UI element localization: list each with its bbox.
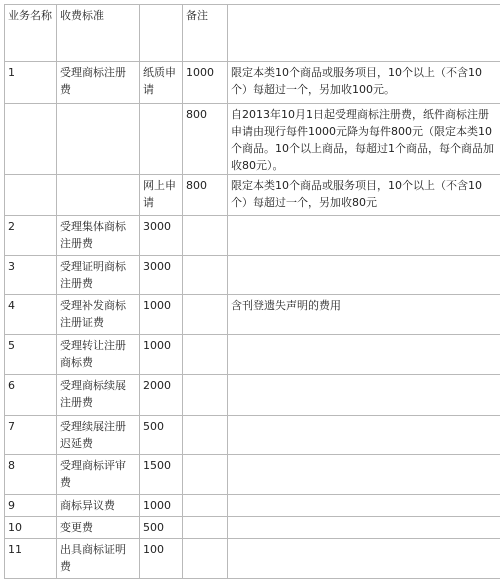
remark bbox=[228, 335, 500, 375]
business-name: 受理续展注册迟延费 bbox=[57, 416, 140, 455]
empty-cell bbox=[183, 539, 228, 579]
row-number bbox=[5, 175, 57, 216]
remark bbox=[228, 416, 500, 455]
table-header-row bbox=[5, 5, 500, 62]
table-row bbox=[5, 495, 500, 517]
fee-amount: 1000 bbox=[140, 335, 183, 375]
table-row bbox=[5, 256, 500, 295]
business-name: 变更费 bbox=[57, 517, 140, 539]
row-number: 4 bbox=[5, 295, 57, 335]
business-name bbox=[57, 104, 140, 175]
application-method bbox=[140, 104, 183, 175]
row-number: 9 bbox=[5, 495, 57, 517]
empty-cell bbox=[183, 517, 228, 539]
remark bbox=[228, 495, 500, 517]
table-row bbox=[5, 62, 500, 104]
remark bbox=[228, 375, 500, 416]
application-method: 纸质申请 bbox=[140, 62, 183, 104]
table-row bbox=[5, 416, 500, 455]
header-fee-standard-sub bbox=[140, 5, 183, 62]
header-business-name: 业务名称 bbox=[5, 5, 57, 62]
header-remark: 备注 bbox=[183, 5, 228, 62]
fee-amount: 1000 bbox=[140, 295, 183, 335]
table-row bbox=[5, 539, 500, 579]
row-number: 11 bbox=[5, 539, 57, 579]
table-row bbox=[5, 335, 500, 375]
remark: 自2013年10月1日起受理商标注册费，纸件商标注册申请由现行每件1000元降为每件800元（限定本类10个商品。10个以上商品，每超过1个商品，每个商品加收80元）。 bbox=[228, 104, 500, 175]
fee-amount: 1000 bbox=[140, 495, 183, 517]
empty-cell bbox=[183, 216, 228, 256]
fee-amount: 800 bbox=[183, 175, 228, 216]
fee-amount: 1500 bbox=[140, 455, 183, 495]
fee-amount: 500 bbox=[140, 416, 183, 455]
fee-amount: 3000 bbox=[140, 256, 183, 295]
business-name: 出具商标证明费 bbox=[57, 539, 140, 579]
application-method: 网上申请 bbox=[140, 175, 183, 216]
remark: 限定本类10个商品或服务项目，10个以上（不含10个）每超过一个，另加收80元 bbox=[228, 175, 500, 216]
row-number bbox=[5, 104, 57, 175]
fee-amount: 800 bbox=[183, 104, 228, 175]
remark bbox=[228, 256, 500, 295]
business-name bbox=[57, 175, 140, 216]
remark bbox=[228, 216, 500, 256]
remark bbox=[228, 539, 500, 579]
remark: 含刊登遗失声明的费用 bbox=[228, 295, 500, 335]
header-fee-standard: 收费标准 bbox=[57, 5, 140, 62]
business-name: 受理商标续展注册费 bbox=[57, 375, 140, 416]
row-number: 5 bbox=[5, 335, 57, 375]
table-row bbox=[5, 175, 500, 216]
row-number: 7 bbox=[5, 416, 57, 455]
empty-cell bbox=[183, 295, 228, 335]
empty-cell bbox=[183, 375, 228, 416]
business-name: 受理转让注册商标费 bbox=[57, 335, 140, 375]
empty-cell bbox=[183, 256, 228, 295]
table-row bbox=[5, 455, 500, 495]
empty-cell bbox=[183, 455, 228, 495]
row-number: 8 bbox=[5, 455, 57, 495]
business-name: 受理证明商标注册费 bbox=[57, 256, 140, 295]
fee-table bbox=[4, 4, 500, 579]
fee-amount: 3000 bbox=[140, 216, 183, 256]
table-row bbox=[5, 517, 500, 539]
business-name: 商标异议费 bbox=[57, 495, 140, 517]
remark bbox=[228, 455, 500, 495]
table-row bbox=[5, 295, 500, 335]
business-name: 受理商标注册费 bbox=[57, 62, 140, 104]
fee-amount: 1000 bbox=[183, 62, 228, 104]
row-number: 10 bbox=[5, 517, 57, 539]
business-name: 受理集体商标注册费 bbox=[57, 216, 140, 256]
remark: 限定本类10个商品或服务项目，10个以上（不含10个）每超过一个，另加收100元。 bbox=[228, 62, 500, 104]
empty-cell bbox=[183, 335, 228, 375]
business-name: 受理补发商标注册证费 bbox=[57, 295, 140, 335]
fee-amount: 500 bbox=[140, 517, 183, 539]
remark bbox=[228, 517, 500, 539]
table-row bbox=[5, 104, 500, 175]
fee-amount: 100 bbox=[140, 539, 183, 579]
row-number: 6 bbox=[5, 375, 57, 416]
row-number: 3 bbox=[5, 256, 57, 295]
table-row bbox=[5, 375, 500, 416]
business-name: 受理商标评审费 bbox=[57, 455, 140, 495]
row-number: 2 bbox=[5, 216, 57, 256]
row-number: 1 bbox=[5, 62, 57, 104]
fee-amount: 2000 bbox=[140, 375, 183, 416]
table-row bbox=[5, 216, 500, 256]
empty-cell bbox=[183, 495, 228, 517]
header-remark-detail bbox=[228, 5, 500, 62]
empty-cell bbox=[183, 416, 228, 455]
